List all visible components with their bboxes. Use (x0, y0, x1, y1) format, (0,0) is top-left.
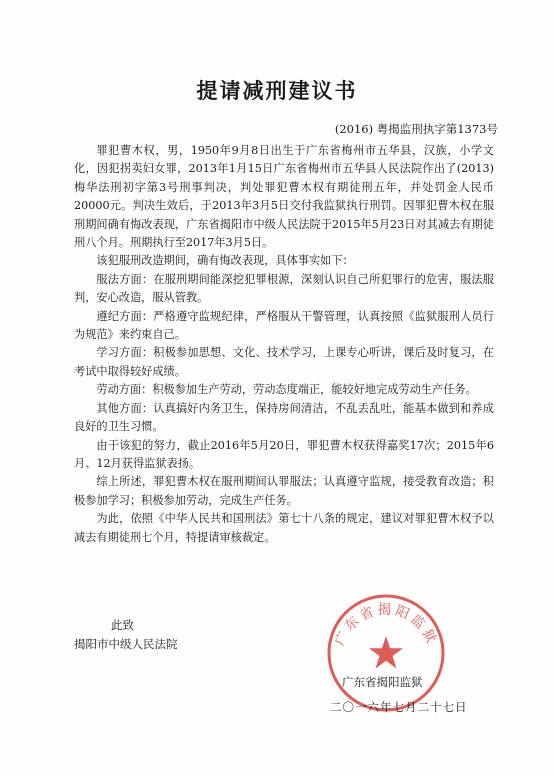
official-seal (325, 592, 447, 714)
salutation: 此致 (111, 618, 134, 632)
document-body (74, 142, 494, 547)
paragraph-summary: 综上所述，罪犯曹木权在服刑期间认罪服法；认真遵守监规，接受教育改造；积极参加学习；积极参加劳动，完成生产任务。 (74, 475, 494, 507)
document-date: 二〇一六年七月二十七日 (330, 700, 468, 714)
paragraph-rewards: 由于该犯的努力，截止2016年5月20日，罪犯曹木权获得嘉奖17次；2015年6月、12月获得监狱表扬。 (74, 438, 494, 470)
document-number: (2016) 粤揭监刑执字第1373号 (334, 122, 498, 136)
paragraph-labor: 劳动方面：积极参加生产劳动，劳动态度端正，能较好地完成劳动生产任务。 (96, 383, 477, 397)
seal-text-path: 广东省揭阳监狱 (331, 602, 441, 649)
signer: 广东省揭阳监狱 (342, 675, 423, 689)
paragraph-law-abiding: 服法方面：在服刑期间能深挖犯罪根源，深刻认识自己所犯罪行的危害，服法服判，安心改造，服从管教。 (74, 272, 494, 305)
paragraph-other: 其他方面：认真搞好内务卫生，保持房间清洁，不乱丢乱吐，能基本做到和养成良好的卫生习惯。 (74, 401, 494, 434)
addressee: 揭阳市中级人民法院 (74, 637, 178, 651)
paragraph-study: 学习方面：积极参加思想、文化、技术学习，上课专心听讲，课后及时复习，在考试中取得较好成绩。 (74, 346, 494, 378)
seal-star-icon (369, 636, 403, 669)
paragraph-case-background: 罪犯曹木权，男，1950年9月8日出生于广东省梅州市五华县，汉族，小学文化，因犯拐卖妇女罪，2013年1月15日广东省梅州市五华县人民法院作出了(2013)梅华法刑初字第3号刑事判决，判处罪犯曹木权有期徒刑五年，并处罚金人民币20000元。判决生效后，于2013年3月5日交付我监狱执行刑罚。因罪犯曹木权在服刑期间确有悔改表现，广东省揭阳市中级人民法院于2015年5月23日对其减去有期徒刑八个月。刑期执行至2017年3月5日。 (74, 144, 494, 250)
paragraph-recommendation: 为此，依照《中华人民共和国刑法》第七十八条的规定，建议对罪犯曹木权予以减去有期徒刑七个月，特提请审核裁定。 (74, 512, 494, 544)
paragraph-discipline: 遵纪方面：严格遵守监规纪律，严格服从干警管理，认真按照《监狱服刑人员行为规范》来约束自己。 (74, 309, 494, 342)
document-title: 提请减刑建议书 (196, 79, 358, 103)
paragraph-intro: 该犯服刑改造期间，确有悔改表现，具体事实如下： (96, 254, 354, 268)
